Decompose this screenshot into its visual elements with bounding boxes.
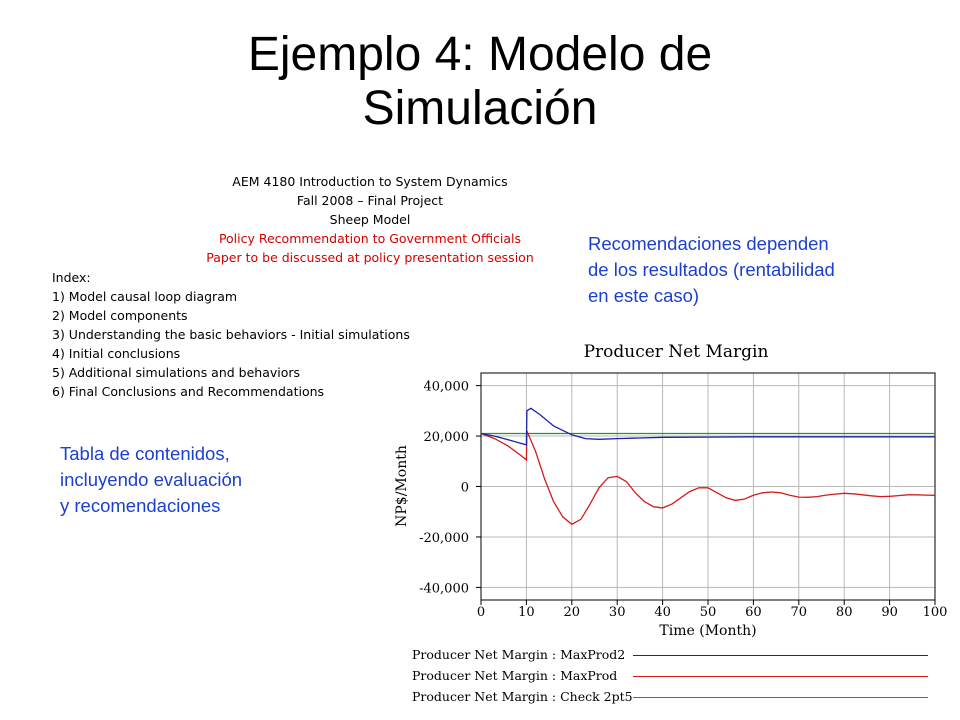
legend-label-check-2pt5: Producer Net Margin : Check 2pt5 xyxy=(412,689,633,704)
x-axis-ticks xyxy=(477,600,948,620)
x-tick-label: 0 xyxy=(476,605,486,620)
y-tick-label: 40,000 xyxy=(423,379,469,395)
recommendations-note xyxy=(588,231,835,309)
slide-title-line-1: Ejemplo 4: Modelo de xyxy=(247,28,713,81)
y-axis-ticks xyxy=(419,380,481,597)
y-tick-label: 0 xyxy=(460,480,469,496)
x-tick-label: 10 xyxy=(518,605,535,620)
x-tick-label: 100 xyxy=(922,605,948,620)
chart-grid xyxy=(481,373,935,600)
x-tick-label: 60 xyxy=(745,605,762,620)
index-item: 2) Model components xyxy=(52,308,188,323)
slide-title-line-2: Simulación xyxy=(362,82,598,135)
index-label: Index: xyxy=(52,270,91,285)
legend-label-maxprod: Producer Net Margin : MaxProd xyxy=(412,668,618,683)
x-tick-label: 20 xyxy=(563,605,581,620)
index-item: 5) Additional simulations and behaviors xyxy=(52,365,301,380)
x-tick-label: 50 xyxy=(699,605,717,620)
note-line: de los resultados (rentabilidad xyxy=(588,259,835,280)
index-item: 6) Final Conclusions and Recommendations xyxy=(52,384,325,399)
doc-course-line: AEM 4180 Introduction to System Dynamics xyxy=(232,174,508,189)
doc-policy-line: Policy Recommendation to Government Officials xyxy=(218,231,522,246)
legend-swatch-check-2pt5 xyxy=(633,697,928,698)
legend-swatch-maxprod xyxy=(633,676,928,677)
note-line: Recomendaciones dependen xyxy=(588,233,829,254)
x-tick-label: 40 xyxy=(654,605,671,620)
note-line: en este caso) xyxy=(588,285,700,306)
x-axis-label: Time (Month) xyxy=(659,623,757,639)
y-tick-label: -20,000 xyxy=(419,530,469,546)
note-line: y recomendaciones xyxy=(60,495,221,516)
y-tick-label: 20,000 xyxy=(423,430,469,446)
x-tick-label: 30 xyxy=(608,605,626,620)
y-axis-label: NP$/Month xyxy=(394,445,410,527)
x-tick-label: 90 xyxy=(881,605,898,620)
legend-swatch-maxprod2 xyxy=(633,655,928,656)
table-of-contents-note xyxy=(60,441,242,519)
chart-title: Producer Net Margin xyxy=(583,342,769,362)
legend-label-maxprod2: Producer Net Margin : MaxProd2 xyxy=(412,647,626,662)
note-line: Tabla de contenidos, xyxy=(60,443,230,464)
index-item: 3) Understanding the basic behaviors - Initial simulations xyxy=(52,327,410,342)
index-item: 1) Model causal loop diagram xyxy=(52,289,238,304)
doc-paper-line: Paper to be discussed at policy presentation session xyxy=(206,250,534,265)
note-line: incluyendo evaluación xyxy=(60,469,243,490)
doc-term-line: Fall 2008 – Final Project xyxy=(296,193,444,208)
index-item: 4) Initial conclusions xyxy=(52,346,181,361)
slide-title xyxy=(0,28,960,136)
y-tick-label: -40,000 xyxy=(419,581,469,597)
producer-net-margin-chart xyxy=(380,335,960,640)
doc-model-line: Sheep Model xyxy=(329,212,411,227)
x-tick-label: 80 xyxy=(835,605,853,620)
x-tick-label: 70 xyxy=(790,605,808,620)
